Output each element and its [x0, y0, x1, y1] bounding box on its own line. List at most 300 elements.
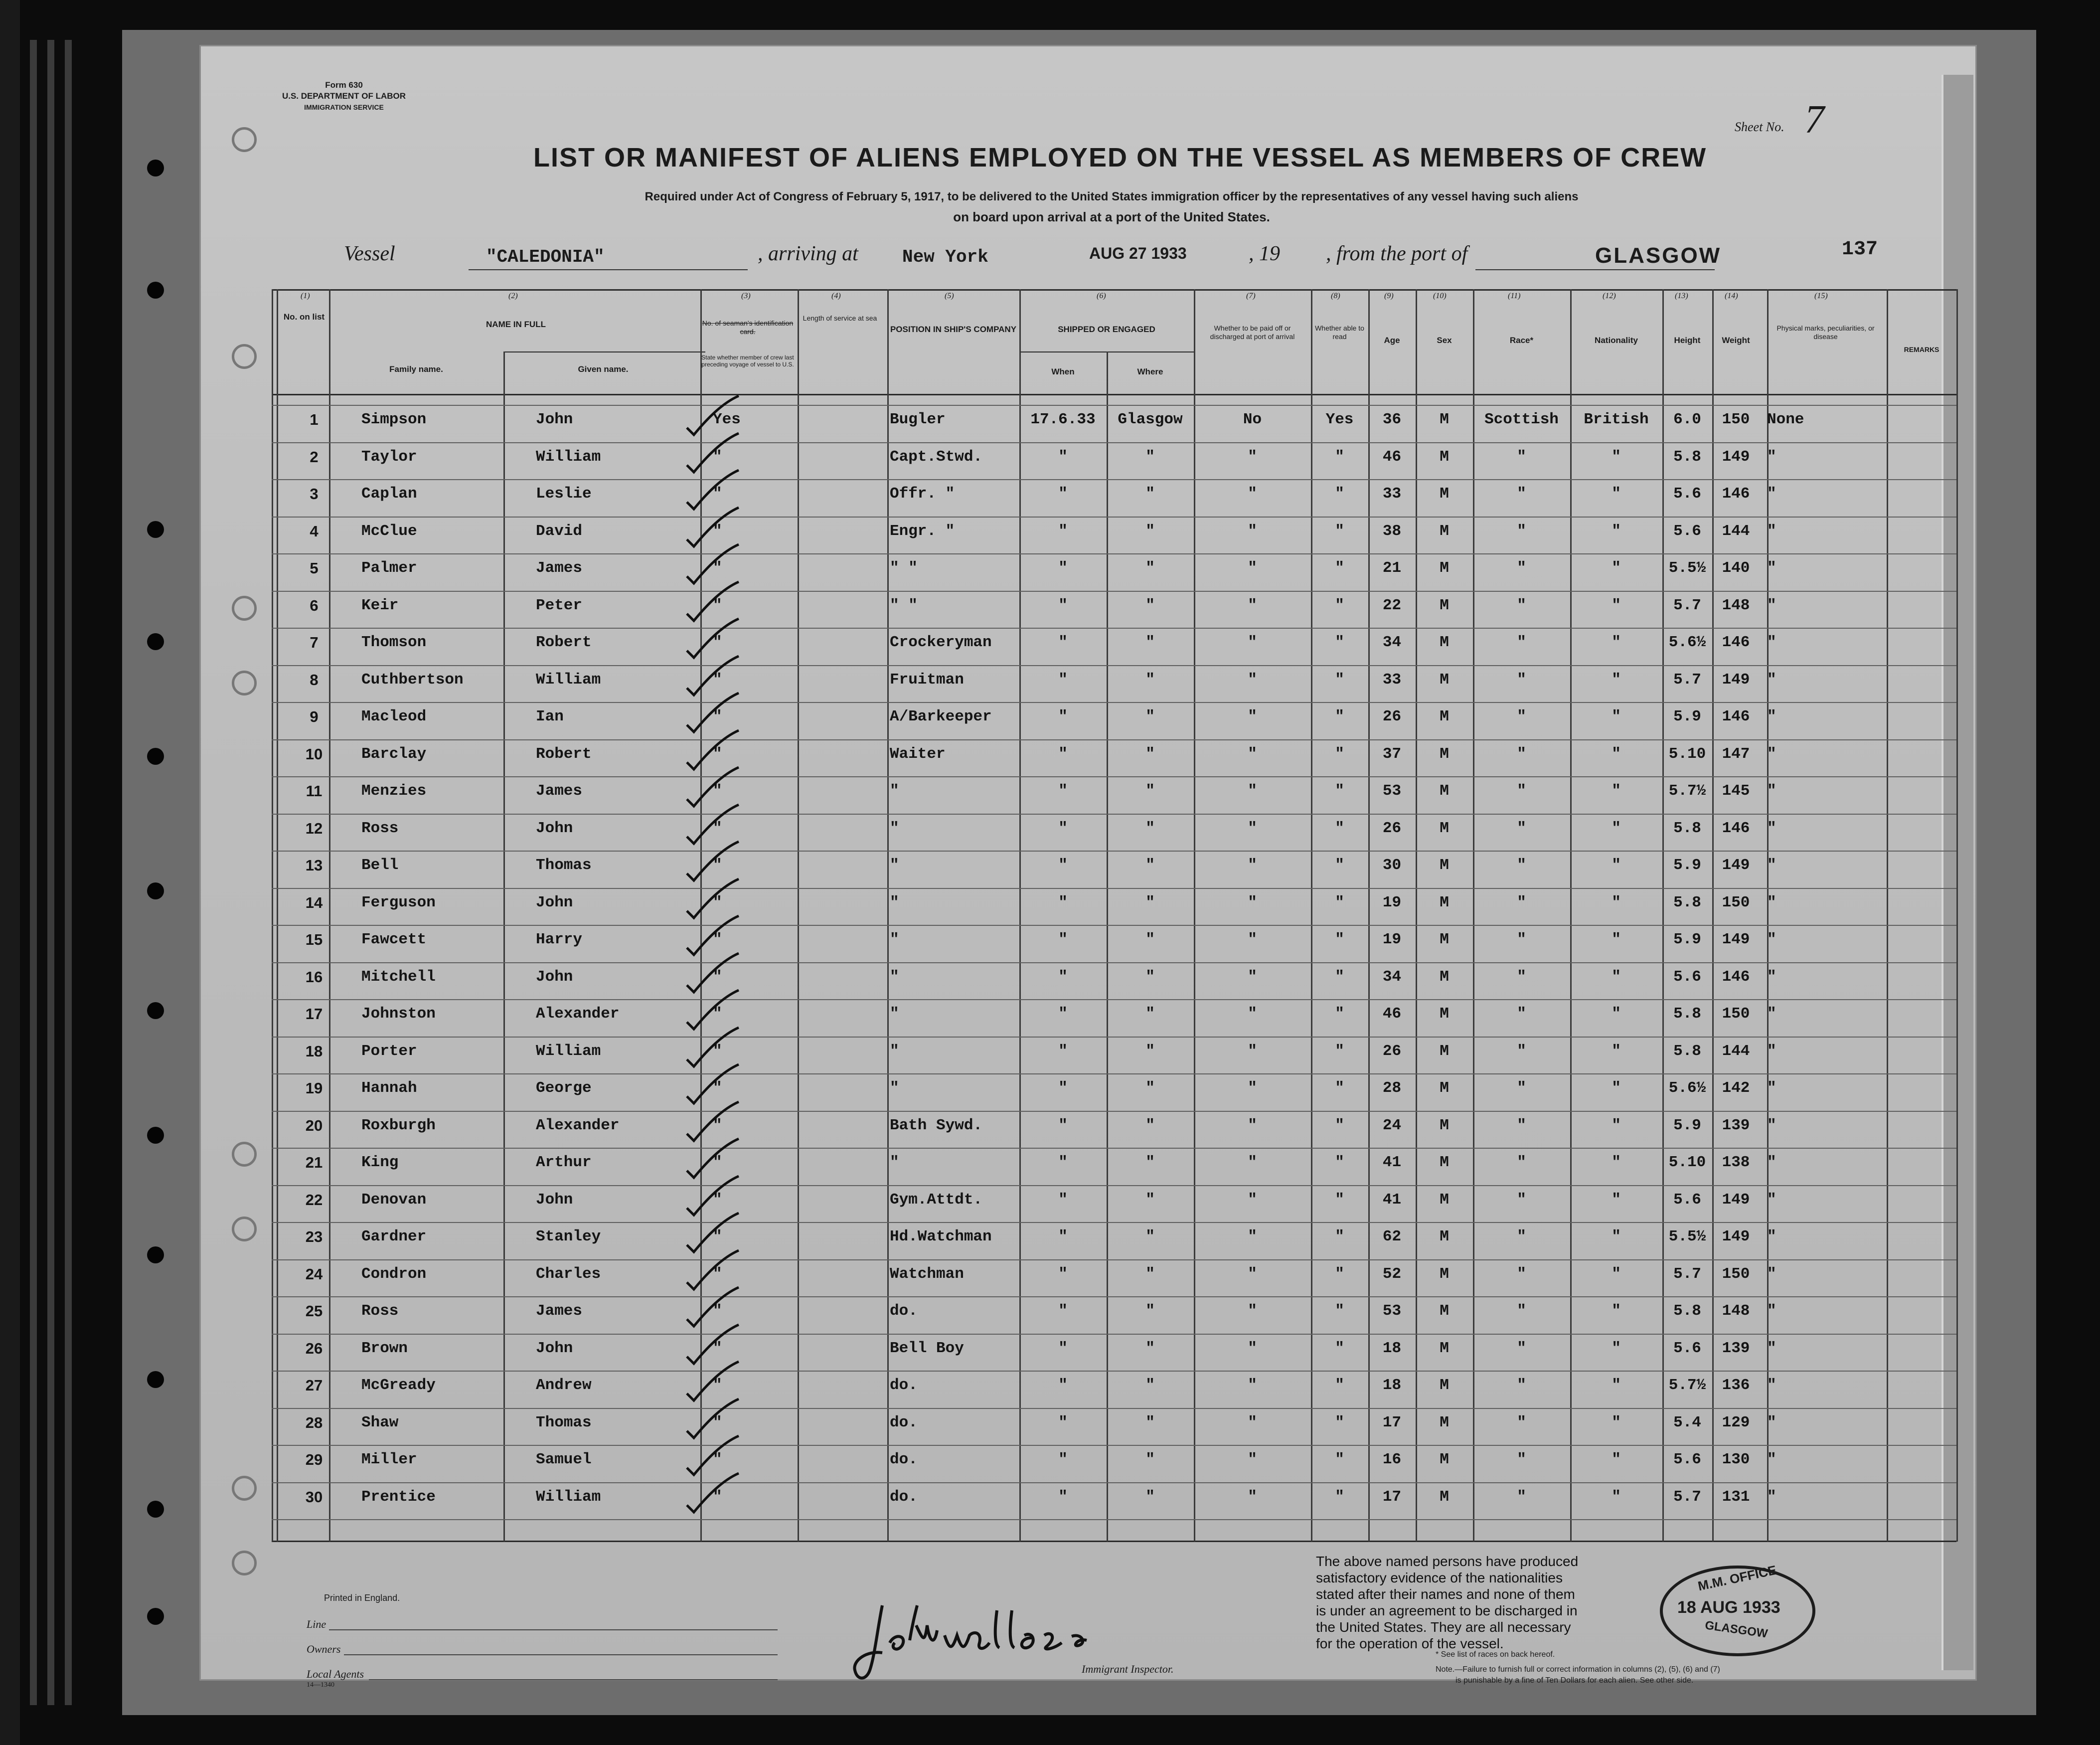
stamp-top: M.M. OFFICE [1696, 1562, 1778, 1594]
cell-nat: " [1612, 559, 1621, 577]
declaration-line: satisfactory evidence of the nationalities [1316, 1570, 1563, 1585]
cell-nat: " [1612, 1265, 1621, 1283]
cell-nat: " [1612, 1488, 1621, 1506]
cell-no: 2 [310, 448, 319, 466]
cell-height: 5.8 [1673, 1302, 1701, 1320]
sheet-label: Sheet No. [1735, 120, 1784, 134]
col-header-name: NAME IN FULL [486, 320, 546, 329]
col-num: (14) [1725, 292, 1738, 300]
cell-prev: " [713, 1265, 722, 1283]
film-rail [65, 40, 72, 1705]
cell-position: " [890, 1154, 899, 1171]
cell-given: Alexander [536, 1005, 620, 1023]
cell-when: " [1058, 1154, 1068, 1171]
cell-family: Denovan [361, 1191, 427, 1209]
cell-read: " [1335, 1377, 1344, 1394]
cell-prev: " [713, 559, 722, 577]
cell-where: " [1145, 671, 1155, 689]
col-header-weight: Weight [1722, 336, 1750, 345]
cell-when: " [1058, 1005, 1068, 1023]
cell-height: 5.8 [1673, 448, 1701, 466]
col-num: (7) [1246, 292, 1256, 300]
cell-sex: M [1440, 931, 1449, 948]
cell-age: 28 [1382, 1079, 1402, 1097]
cell-race: " [1517, 1042, 1526, 1060]
binder-hole [147, 1127, 164, 1144]
col-num: (15) [1814, 292, 1828, 300]
cell-no: 1 [310, 411, 319, 428]
cell-no: 16 [305, 968, 323, 986]
cell-sex: M [1440, 782, 1449, 800]
row-rule [272, 1334, 1956, 1335]
cell-race: " [1517, 1116, 1526, 1134]
binder-hole [147, 521, 164, 538]
cell-weight: 146 [1722, 485, 1750, 503]
column-rule [887, 289, 889, 1542]
cell-when: " [1058, 1042, 1068, 1060]
punch-ring [232, 1551, 257, 1575]
col-header-remarks: REMARKS [1904, 346, 1939, 353]
cell-no: 22 [305, 1191, 323, 1209]
cell-no: 26 [305, 1339, 323, 1357]
cell-family: King [361, 1154, 399, 1171]
from-port-label: , from the port of [1326, 242, 1468, 265]
cell-read: " [1335, 485, 1344, 503]
cell-read: " [1335, 671, 1344, 689]
cell-when: " [1058, 448, 1068, 466]
cell-race: " [1517, 1228, 1526, 1245]
cell-position: Capt.Stwd. [890, 448, 983, 466]
cell-nat: " [1612, 522, 1621, 540]
cell-paid: " [1248, 671, 1257, 689]
cell-weight: 149 [1722, 857, 1750, 874]
declaration-text [1316, 1553, 1578, 1652]
declaration-line: The above named persons have produced [1316, 1554, 1579, 1569]
cell-prev: " [713, 522, 722, 540]
cell-age: 36 [1382, 411, 1402, 428]
col-num: (6) [1097, 292, 1106, 300]
cell-age: 41 [1382, 1191, 1402, 1209]
cell-marks: " [1767, 485, 1777, 503]
cell-where: " [1145, 1451, 1155, 1468]
cell-nat: " [1612, 968, 1621, 986]
col-header-age: Age [1384, 336, 1400, 345]
cell-family: Cuthbertson [361, 671, 464, 689]
cell-marks: " [1767, 1042, 1777, 1060]
declaration-line: for the operation of the vessel. [1316, 1636, 1504, 1651]
cell-no: 19 [305, 1079, 323, 1097]
cell-race: " [1517, 745, 1526, 763]
cell-family: Barclay [361, 745, 427, 763]
cell-family: McClue [361, 522, 417, 540]
cell-no: 14 [305, 893, 323, 911]
cell-sex: M [1440, 1228, 1449, 1245]
cell-race: " [1517, 1302, 1526, 1320]
col-header-height: Height [1674, 336, 1701, 345]
cell-sex: M [1440, 968, 1449, 986]
cell-position: Waiter [890, 745, 946, 763]
cell-position: " [890, 819, 899, 837]
cell-nat: " [1612, 1377, 1621, 1394]
cell-given: James [536, 1302, 583, 1320]
cell-where: " [1145, 596, 1155, 614]
cell-height: 5.10 [1668, 745, 1706, 763]
cell-family: Bell [361, 857, 399, 874]
cell-marks: " [1767, 1191, 1777, 1209]
cell-no: 8 [310, 671, 319, 689]
cell-given: William [536, 448, 601, 466]
cell-paid: " [1248, 1191, 1257, 1209]
cell-when: " [1058, 1191, 1068, 1209]
col-header-read: Whether able to read [1315, 324, 1364, 341]
cell-sex: M [1440, 893, 1449, 911]
cell-where: " [1145, 1302, 1155, 1320]
row-rule [272, 888, 1956, 889]
cell-read: " [1335, 968, 1344, 986]
cell-when: " [1058, 485, 1068, 503]
cell-race: " [1517, 1488, 1526, 1506]
cell-height: 5.8 [1673, 1042, 1701, 1060]
cell-given: Arthur [536, 1154, 592, 1171]
cell-race: " [1517, 1339, 1526, 1357]
punch-ring [232, 596, 257, 621]
cell-nat: " [1612, 485, 1621, 503]
cell-height: 5.7 [1673, 1488, 1701, 1506]
cell-when: " [1058, 1451, 1068, 1468]
cell-family: Condron [361, 1265, 427, 1283]
cell-no: 11 [306, 782, 323, 800]
cell-age: 26 [1382, 708, 1402, 725]
penalty-note: Note.—Failure to furnish full or correct information in columns (2), (5), (6) and (7) [1436, 1665, 1720, 1674]
cell-when: " [1058, 522, 1068, 540]
row-rule [272, 479, 1956, 480]
cell-height: 5.8 [1673, 893, 1701, 911]
fill-line [344, 1654, 778, 1655]
cell-height: 5.5½ [1668, 1228, 1706, 1245]
races-note: * See list of races on back hereof. [1436, 1650, 1555, 1659]
cell-read: " [1335, 1116, 1344, 1134]
punch-ring [232, 127, 257, 152]
cell-where: " [1145, 1154, 1155, 1171]
cell-position: Crockeryman [890, 634, 992, 651]
cell-given: Samuel [536, 1451, 592, 1468]
cell-where: " [1145, 745, 1155, 763]
cell-when: " [1058, 1265, 1068, 1283]
cell-paid: " [1248, 857, 1257, 874]
cell-paid: " [1248, 1488, 1257, 1506]
cell-weight: 150 [1722, 1005, 1750, 1023]
cell-no: 25 [305, 1302, 323, 1320]
cell-weight: 145 [1722, 782, 1750, 800]
cell-position: Gym.Attdt. [890, 1191, 983, 1209]
cell-when: " [1058, 968, 1068, 986]
cell-no: 5 [310, 559, 319, 577]
col-num: (2) [508, 292, 518, 300]
cell-no: 24 [305, 1265, 323, 1283]
cell-given: William [536, 1042, 601, 1060]
cell-age: 21 [1382, 559, 1402, 577]
col-header-given: Given name. [578, 364, 629, 374]
cell-sex: M [1440, 1265, 1449, 1283]
cell-paid: " [1248, 968, 1257, 986]
cell-marks: " [1767, 448, 1777, 466]
cell-where: " [1145, 1191, 1155, 1209]
cell-age: 24 [1382, 1116, 1402, 1134]
cell-nat: " [1612, 1079, 1621, 1097]
cell-paid: " [1248, 1228, 1257, 1245]
cell-race: " [1517, 634, 1526, 651]
cell-position: A/Barkeeper [890, 708, 992, 725]
cell-race: " [1517, 448, 1526, 466]
cell-family: Fawcett [361, 931, 427, 948]
col-num: (11) [1508, 292, 1521, 300]
col-num: (4) [831, 292, 841, 300]
cell-marks: " [1767, 857, 1777, 874]
cell-marks: " [1767, 745, 1777, 763]
row-rule [272, 1259, 1956, 1260]
row-rule [272, 591, 1956, 592]
cell-age: 17 [1382, 1413, 1402, 1431]
column-rule [272, 289, 273, 1542]
cell-position: " [890, 1005, 899, 1023]
cell-height: 5.9 [1673, 857, 1701, 874]
cell-nat: " [1612, 1005, 1621, 1023]
film-rail [30, 40, 37, 1705]
cell-when: " [1058, 1377, 1068, 1394]
cell-race: " [1517, 559, 1526, 577]
cell-sex: M [1440, 745, 1449, 763]
col-header-prev-voyage: State whether member of crew last preceding voyage of vessel to U.S. [701, 354, 794, 368]
cell-position: " " [890, 559, 918, 577]
cell-prev: " [713, 1377, 722, 1394]
cell-weight: 149 [1722, 1191, 1750, 1209]
row-rule [272, 1185, 1956, 1186]
cell-given: James [536, 559, 583, 577]
cell-given: George [536, 1079, 592, 1097]
cell-marks: " [1767, 1377, 1777, 1394]
cell-age: 62 [1382, 1228, 1402, 1245]
cell-nat: " [1612, 931, 1621, 948]
cell-paid: " [1248, 745, 1257, 763]
cell-when: " [1058, 559, 1068, 577]
cell-when: " [1058, 745, 1068, 763]
cell-read: " [1335, 819, 1344, 837]
cell-paid: " [1248, 1079, 1257, 1097]
binder-hole [147, 748, 164, 765]
cell-race: " [1517, 596, 1526, 614]
cell-weight: 142 [1722, 1079, 1750, 1097]
cell-sex: M [1440, 857, 1449, 874]
cell-height: 5.6 [1673, 522, 1701, 540]
row-rule [272, 553, 1956, 554]
inspector-label: Immigrant Inspector. [1082, 1663, 1174, 1675]
cell-position: do. [890, 1451, 918, 1468]
row-rule [272, 1111, 1956, 1112]
cell-paid: " [1248, 596, 1257, 614]
cell-sex: M [1440, 1488, 1449, 1506]
cell-nat: " [1612, 448, 1621, 466]
cell-paid: " [1248, 931, 1257, 948]
cell-prev: " [713, 931, 722, 948]
cell-marks: " [1767, 1005, 1777, 1023]
cell-marks: " [1767, 522, 1777, 540]
cell-race: " [1517, 857, 1526, 874]
cell-race: " [1517, 931, 1526, 948]
cell-age: 22 [1382, 596, 1402, 614]
cell-read: Yes [1325, 411, 1354, 428]
cell-weight: 149 [1722, 931, 1750, 948]
printed-note: Printed in England. [324, 1593, 400, 1603]
row-rule [272, 1408, 1956, 1409]
cell-family: Brown [361, 1339, 408, 1357]
cell-race: " [1517, 1413, 1526, 1431]
cell-marks: " [1767, 596, 1777, 614]
cell-weight: 138 [1722, 1154, 1750, 1171]
cell-race: " [1517, 968, 1526, 986]
cell-sex: M [1440, 1339, 1449, 1357]
cell-weight: 148 [1722, 1302, 1750, 1320]
binder-hole [147, 633, 164, 650]
cell-no: 28 [305, 1413, 323, 1431]
cell-read: " [1335, 745, 1344, 763]
cell-race: " [1517, 1451, 1526, 1468]
cell-prev: Yes [713, 411, 741, 428]
cell-weight: 150 [1722, 1265, 1750, 1283]
cell-family: Johnston [361, 1005, 436, 1023]
col-header-marks: Physical marks, peculiarities, or disease [1777, 324, 1875, 341]
cell-nat: " [1612, 1116, 1621, 1134]
cell-paid: " [1248, 819, 1257, 837]
cell-position: " [890, 1042, 899, 1060]
fill-line [369, 1679, 778, 1680]
cell-height: 5.9 [1673, 708, 1701, 725]
cell-marks: " [1767, 1116, 1777, 1134]
cell-family: Caplan [361, 485, 417, 503]
cell-given: Ian [536, 708, 564, 725]
cell-where: " [1145, 559, 1155, 577]
cell-weight: 149 [1722, 448, 1750, 466]
cell-paid: " [1248, 1042, 1257, 1060]
cell-paid: " [1248, 1154, 1257, 1171]
col-num: (1) [301, 292, 310, 300]
cell-prev: " [713, 1079, 722, 1097]
form-code: 14—1340 [307, 1681, 334, 1689]
cell-no: 27 [305, 1377, 323, 1394]
cell-where: " [1145, 1005, 1155, 1023]
cell-marks: " [1767, 1079, 1777, 1097]
cell-prev: " [713, 1228, 722, 1245]
cell-weight: 144 [1722, 1042, 1750, 1060]
cell-read: " [1335, 1413, 1344, 1431]
cell-height: 5.6 [1673, 968, 1701, 986]
film-border-left [0, 0, 20, 1745]
cell-prev: " [713, 1005, 722, 1023]
cell-position: Watchman [890, 1265, 964, 1283]
cell-age: 38 [1382, 522, 1402, 540]
binder-hole [147, 1002, 164, 1019]
col-num: (5) [945, 292, 954, 300]
col-header-no: No. on list [283, 312, 325, 322]
cell-age: 26 [1382, 1042, 1402, 1060]
cell-family: Keir [361, 596, 399, 614]
col-header-paid-off: Whether to be paid off or discharged at port of arrival [1210, 324, 1295, 341]
cell-when: " [1058, 782, 1068, 800]
cell-given: Leslie [536, 485, 592, 503]
cell-paid: " [1248, 559, 1257, 577]
cell-when: " [1058, 1116, 1068, 1134]
cell-marks: " [1767, 559, 1777, 577]
cell-weight: 139 [1722, 1339, 1750, 1357]
row-rule [272, 702, 1956, 703]
cell-where: " [1145, 1377, 1155, 1394]
column-rule [503, 351, 505, 1542]
fill-line [329, 1629, 778, 1630]
cell-height: 5.6½ [1668, 634, 1706, 651]
cell-paid: " [1248, 782, 1257, 800]
cell-race: " [1517, 782, 1526, 800]
cell-where: " [1145, 968, 1155, 986]
cell-given: John [536, 819, 573, 837]
cell-sex: M [1440, 485, 1449, 503]
row-rule [272, 925, 1956, 926]
cell-nat: " [1612, 634, 1621, 651]
cell-race: " [1517, 522, 1526, 540]
cell-race: " [1517, 893, 1526, 911]
cell-nat: " [1612, 782, 1621, 800]
cell-sex: M [1440, 411, 1449, 428]
cell-family: Simpson [361, 411, 427, 428]
cell-height: 5.7 [1673, 1265, 1701, 1283]
cell-height: 5.6½ [1668, 1079, 1706, 1097]
cell-height: 5.8 [1673, 819, 1701, 837]
col-header-position: POSITION IN SHIP'S COMPANY [890, 325, 1017, 334]
cell-height: 6.0 [1673, 411, 1701, 428]
cell-position: Bath Sywd. [890, 1116, 983, 1134]
cell-position: Fruitman [890, 671, 964, 689]
punch-ring [232, 1476, 257, 1501]
cell-position: do. [890, 1302, 918, 1320]
column-rule [277, 289, 278, 1542]
cell-weight: 140 [1722, 559, 1750, 577]
cell-no: 3 [310, 485, 319, 503]
cell-sex: M [1440, 1191, 1449, 1209]
cell-when: " [1058, 634, 1068, 651]
cell-sex: M [1440, 1079, 1449, 1097]
cell-position: Engr. " [890, 522, 955, 540]
cell-age: 16 [1382, 1451, 1402, 1468]
cell-where: " [1145, 1339, 1155, 1357]
cell-marks: " [1767, 819, 1777, 837]
cell-no: 12 [305, 819, 323, 837]
cell-family: Prentice [361, 1488, 436, 1506]
row-rule [272, 1222, 1956, 1223]
cell-no: 7 [310, 634, 319, 651]
cell-where: " [1145, 522, 1155, 540]
cell-no: 18 [305, 1042, 323, 1060]
department: U.S. DEPARTMENT OF LABOR [282, 91, 406, 101]
cell-marks: " [1767, 671, 1777, 689]
cell-age: 19 [1382, 931, 1402, 948]
cell-height: 5.9 [1673, 1116, 1701, 1134]
arriving-port: New York [902, 247, 988, 267]
cell-given: John [536, 968, 573, 986]
form-header [269, 80, 419, 113]
fill-line [1475, 269, 1715, 270]
cell-given: Harry [536, 931, 583, 948]
binder-hole [147, 282, 164, 299]
cell-given: James [536, 782, 583, 800]
cell-where: " [1145, 448, 1155, 466]
